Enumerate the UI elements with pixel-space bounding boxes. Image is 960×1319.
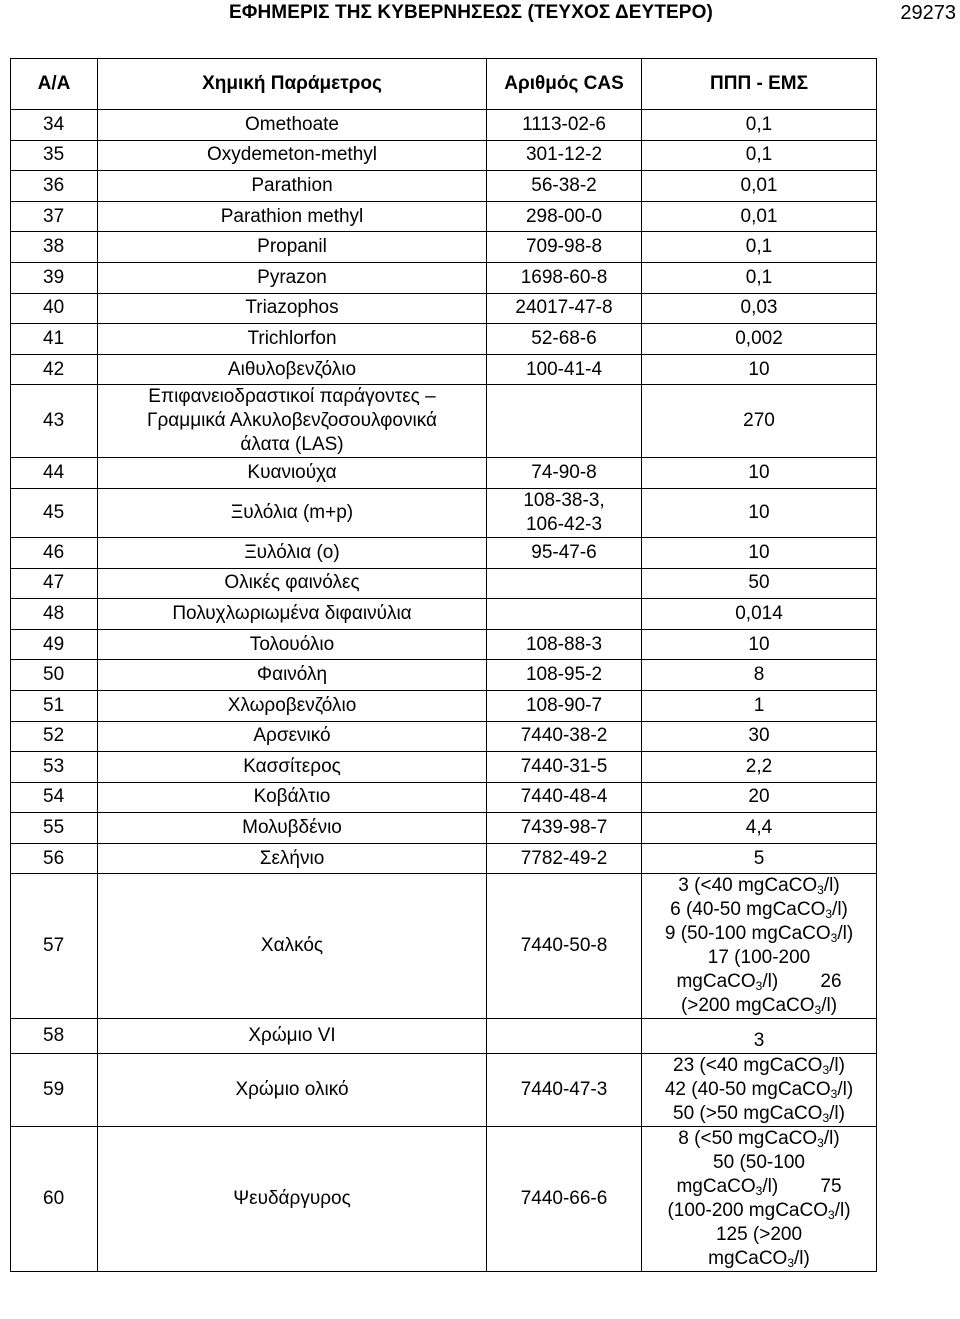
cell-name: Κασσίτερος (98, 752, 487, 783)
cell-name: Propanil (98, 232, 487, 263)
value-line: 6 (40-50 mgCaCO$_3$/l) (670, 899, 848, 922)
cell-name: Ολικές φαινόλες (98, 568, 487, 599)
cell-value: 0,1 (642, 110, 877, 141)
table-row (11, 629, 877, 660)
header-cas: Αριθμός CAS (487, 59, 642, 110)
table-row (11, 537, 877, 568)
cell-cas: 74-90-8 (487, 458, 642, 489)
cell-value: 10 (642, 458, 877, 489)
table-header-row (11, 59, 877, 110)
cell-name: Αρσενικό (98, 721, 487, 752)
cell-value: 0,1 (642, 262, 877, 293)
table-row (11, 843, 877, 874)
value-line: 17 (100-200 (707, 947, 811, 969)
cell-num: 54 (11, 782, 98, 813)
cell-value: 10 (642, 488, 877, 537)
cell-num: 60 (11, 1127, 98, 1272)
cell-cas: 7439-98-7 (487, 813, 642, 844)
cell-value: 8 (642, 660, 877, 691)
cell-cas: 24017-47-8 (487, 293, 642, 324)
cell-value: 10 (642, 537, 877, 568)
header-parameter: Χημική Παράμετρος (98, 59, 487, 110)
cell-cas (487, 568, 642, 599)
cell-num: 42 (11, 354, 98, 385)
cell-num: 40 (11, 293, 98, 324)
cell-cas: 7440-38-2 (487, 721, 642, 752)
cell-name: Κυανιούχα (98, 458, 487, 489)
cell-name: Χλωροβενζόλιο (98, 690, 487, 721)
table-row (11, 488, 877, 537)
cell-num: 39 (11, 262, 98, 293)
cell-num: 58 (11, 1019, 98, 1054)
cell-cas: 108-88-3 (487, 629, 642, 660)
page-header (0, 0, 960, 30)
cell-num: 41 (11, 324, 98, 355)
cell-cas: 7440-66-6 (487, 1127, 642, 1272)
cell-num: 51 (11, 690, 98, 721)
cell-value: 10 (642, 629, 877, 660)
cell-value: 0,1 (642, 232, 877, 263)
cell-name: Χρώμιο VI (98, 1019, 487, 1054)
value-line: (100-200 mgCaCO$_3$/l) (667, 1200, 851, 1223)
cell-num: 37 (11, 201, 98, 232)
cell-cas: 7440-31-5 (487, 752, 642, 783)
header-value: ΠΠΠ - ΕΜΣ (642, 59, 877, 110)
cell-num: 47 (11, 568, 98, 599)
cell-num: 44 (11, 458, 98, 489)
value-line: (>200 mgCaCO$_3$/l) (680, 995, 838, 1018)
value-line: mgCaCO$_3$/l) (708, 1248, 810, 1271)
cell-value: 0,014 (642, 599, 877, 630)
table-row (11, 171, 877, 202)
cell-num: 45 (11, 488, 98, 537)
cell-cas: 301-12-2 (487, 140, 642, 171)
cell-value: 30 (642, 721, 877, 752)
cell-value: 20 (642, 782, 877, 813)
value-line: 125 (>200 (715, 1224, 803, 1246)
cell-name: Trichlorfon (98, 324, 487, 355)
value-line: 50 (>50 mgCaCO$_3$/l) (673, 1103, 845, 1126)
cell-num: 57 (11, 874, 98, 1019)
table-row (11, 721, 877, 752)
cell-name: Oxydemeton-methyl (98, 140, 487, 171)
cell-value: 0,1 (642, 140, 877, 171)
cell-name: Triazophos (98, 293, 487, 324)
table-row (11, 813, 877, 844)
table-row (11, 232, 877, 263)
cell-num: 34 (11, 110, 98, 141)
value-line: 8 (<50 mgCaCO$_3$/l) (678, 1128, 840, 1151)
cell-num: 49 (11, 629, 98, 660)
table-row (11, 874, 877, 1019)
cell-name: Ψευδάργυρος (98, 1127, 487, 1272)
value-line: 9 (50-100 mgCaCO$_3$/l) (664, 923, 854, 946)
cell-name: Ξυλόλια (o) (98, 537, 487, 568)
table-row (11, 752, 877, 783)
cell-name: Επιφανειοδραστικοί παράγοντες – Γραμμικά Αλκυλοβενζοσουλφονικά άλατα (LAS) (98, 385, 487, 458)
cell-value: 1 (642, 690, 877, 721)
cell-num: 52 (11, 721, 98, 752)
cell-cas: 56-38-2 (487, 171, 642, 202)
cell-cas: 108-38-3, 106-42-3 (487, 488, 642, 537)
cell-cas: 108-95-2 (487, 660, 642, 691)
cell-name: Κοβάλτιο (98, 782, 487, 813)
parameters-table (10, 58, 877, 1272)
table-row (11, 354, 877, 385)
cell-num: 43 (11, 385, 98, 458)
cell-num: 56 (11, 843, 98, 874)
value-line: 42 (40-50 mgCaCO$_3$/l) (664, 1079, 854, 1102)
cell-cas: 108-90-7 (487, 690, 642, 721)
cell-cas (487, 1019, 642, 1054)
page-number: 29273 (900, 2, 956, 24)
cell-value: 2,2 (642, 752, 877, 783)
table-row (11, 599, 877, 630)
table-row (11, 1054, 877, 1127)
cell-num: 59 (11, 1054, 98, 1127)
cell-value: 4,4 (642, 813, 877, 844)
cell-cas: 298-00-0 (487, 201, 642, 232)
cell-cas: 709-98-8 (487, 232, 642, 263)
cell-cas: 1698-60-8 (487, 262, 642, 293)
cell-num: 55 (11, 813, 98, 844)
cell-value (642, 874, 877, 1019)
cell-num: 38 (11, 232, 98, 263)
table-row (11, 324, 877, 355)
cell-name: Ξυλόλια (m+p) (98, 488, 487, 537)
value-line: mgCaCO$_3$/l) 75 (676, 1176, 842, 1199)
table-row (11, 690, 877, 721)
cell-cas: 7440-48-4 (487, 782, 642, 813)
cell-value: 3 (642, 1019, 877, 1054)
header-num: Α/Α (11, 59, 98, 110)
cell-cas: 1113-02-6 (487, 110, 642, 141)
cell-cas: 95-47-6 (487, 537, 642, 568)
cell-name: Χαλκός (98, 874, 487, 1019)
table-row (11, 1019, 877, 1054)
cell-name: Χρώμιο ολικό (98, 1054, 487, 1127)
cell-value: 10 (642, 354, 877, 385)
cell-name: Αιθυλοβενζόλιο (98, 354, 487, 385)
cell-value (642, 1054, 877, 1127)
cell-num: 35 (11, 140, 98, 171)
cell-num: 46 (11, 537, 98, 568)
cell-cas (487, 599, 642, 630)
cell-name: Μολυβδένιο (98, 813, 487, 844)
cell-cas: 7440-50-8 (487, 874, 642, 1019)
value-line: 3 (<40 mgCaCO$_3$/l) (678, 875, 840, 898)
cell-value (642, 1127, 877, 1272)
gazette-title: ΕΦΗΜΕΡΙΣ ΤΗΣ ΚΥΒΕΡΝΗΣΕΩΣ (ΤΕΥΧΟΣ ΔΕΥΤΕΡΟ) (229, 2, 713, 23)
cell-name: Σελήνιο (98, 843, 487, 874)
cell-value: 0,03 (642, 293, 877, 324)
cell-name: Omethoate (98, 110, 487, 141)
cell-cas: 100-41-4 (487, 354, 642, 385)
cell-num: 36 (11, 171, 98, 202)
cell-value: 270 (642, 385, 877, 458)
table-row (11, 660, 877, 691)
cell-name: Pyrazon (98, 262, 487, 293)
cell-name: Parathion methyl (98, 201, 487, 232)
cell-value: 0,01 (642, 201, 877, 232)
table-row (11, 201, 877, 232)
cell-name: Πολυχλωριωμένα διφαινύλια (98, 599, 487, 630)
cell-name: Φαινόλη (98, 660, 487, 691)
cell-cas: 52-68-6 (487, 324, 642, 355)
cell-num: 53 (11, 752, 98, 783)
table-row (11, 782, 877, 813)
cell-name: Τολουόλιο (98, 629, 487, 660)
cell-num: 50 (11, 660, 98, 691)
table-row (11, 385, 877, 458)
cell-value: 0,01 (642, 171, 877, 202)
cell-value: 50 (642, 568, 877, 599)
cell-cas: 7440-47-3 (487, 1054, 642, 1127)
cell-value: 5 (642, 843, 877, 874)
cell-value: 0,002 (642, 324, 877, 355)
table-row (11, 293, 877, 324)
cell-name: Parathion (98, 171, 487, 202)
table-row (11, 568, 877, 599)
value-line: mgCaCO$_3$/l) 26 (676, 971, 842, 994)
table-row (11, 262, 877, 293)
cell-cas: 7782-49-2 (487, 843, 642, 874)
value-line: 23 (<40 mgCaCO$_3$/l) (673, 1055, 845, 1078)
table-row (11, 458, 877, 489)
table-row (11, 110, 877, 141)
cell-num: 48 (11, 599, 98, 630)
cell-cas (487, 385, 642, 458)
table-row (11, 1127, 877, 1272)
value-line: 50 (50-100 (713, 1152, 805, 1174)
table-row (11, 140, 877, 171)
